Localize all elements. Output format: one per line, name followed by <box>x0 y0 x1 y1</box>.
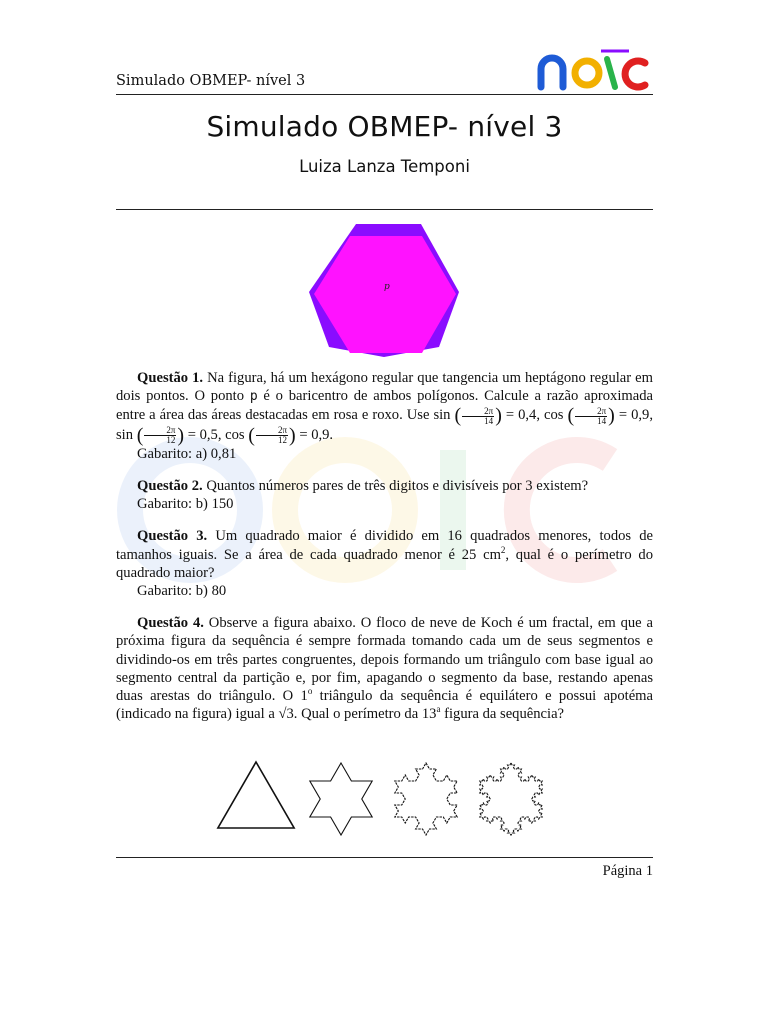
koch-iteration-3 <box>395 763 457 835</box>
fraction: $\frac{2\pi}{14}$ <box>575 407 607 426</box>
answer-key: Gabarito: a) 0,81 <box>137 445 237 462</box>
fraction: $\frac{2\pi}{12}$ <box>256 426 288 445</box>
questions-body <box>116 369 653 737</box>
question-3: Questão 3. Um quadrado maior é dividido em 16 quadrados menores, todos de tamanhos iguais. Se a área de cada quadrado menor é 25 $cm^2$, qual é o perímetro do quadrado maior? Gabarito: b) 80 <box>116 528 654 599</box>
running-header: Simulado OBMEP- nível 3 <box>116 73 306 89</box>
noic-logo <box>535 47 655 93</box>
question-label: Questão 2. <box>137 477 203 494</box>
question-label: Questão 4. <box>137 615 204 632</box>
point-p-label: p <box>384 282 390 292</box>
title-rule <box>116 209 653 210</box>
question-4: Questão 4. Observe a figura abaixo. O floco de neve de Koch é um fractal, em que a próxima figura da sequência é sempre formada tomando cada um de seus segmentos e dividindo-os em três partes congruentes, depois formando um triângulo com base igual ao segmento central da partição e, por fim, apagando o segmento da base, restando apenas duas arestas do triângulo. O 1$^o$ triângulo da sequência é equilátero e possui apotéma (indicado na figura) igual a √3. Qual o perímetro da 13$^a$ figura da sequência? <box>116 615 654 723</box>
heptagon-hexagon-figure <box>304 222 464 360</box>
answer-key: Gabarito: b) 80 <box>137 582 227 599</box>
koch-iteration-4 <box>480 763 542 835</box>
header-rule <box>116 94 653 95</box>
question-2: Questão 2. Quantos números pares de três digitos e divisíveis por 3 existem? Gabarito: b) 150 <box>116 477 653 513</box>
question-label: Questão 3. <box>137 528 208 545</box>
question-1: Questão 1. Na figura, há um hexágono regular que tangencia um heptágono regular em dois pontos. O ponto p é o baricentro de ambos polígonos. Calcule a razão aproximada entre a área das áreas destacadas em rosa e roxo. Use sin ( $\frac{2\pi}{14}$ ) = 0,4, cos ( $\frac{2\pi}{14}$ ) = 0,9, sin ( $\frac{2\pi}{12}$ ) = 0,5, cos ( $\frac{2\pi}{12}$ ) = 0,9. Gabarito: a) 0,81 <box>116 370 653 462</box>
question-label: Questão 1. <box>137 370 204 386</box>
page-number: Página 1 <box>602 863 653 879</box>
author-name: Luiza Lanza Temponi <box>299 157 470 176</box>
answer-key: Gabarito: b) 150 <box>137 496 234 513</box>
koch-iteration-2 <box>310 763 372 835</box>
koch-snowflake-figure <box>216 756 554 842</box>
footer-rule <box>116 857 653 858</box>
fraction: $\frac{2\pi}{14}$ <box>462 407 494 426</box>
koch-iteration-1 <box>218 762 294 828</box>
fraction: $\frac{2\pi}{12}$ <box>144 426 176 445</box>
page-title: Simulado OBMEP- nível 3 <box>206 110 563 143</box>
